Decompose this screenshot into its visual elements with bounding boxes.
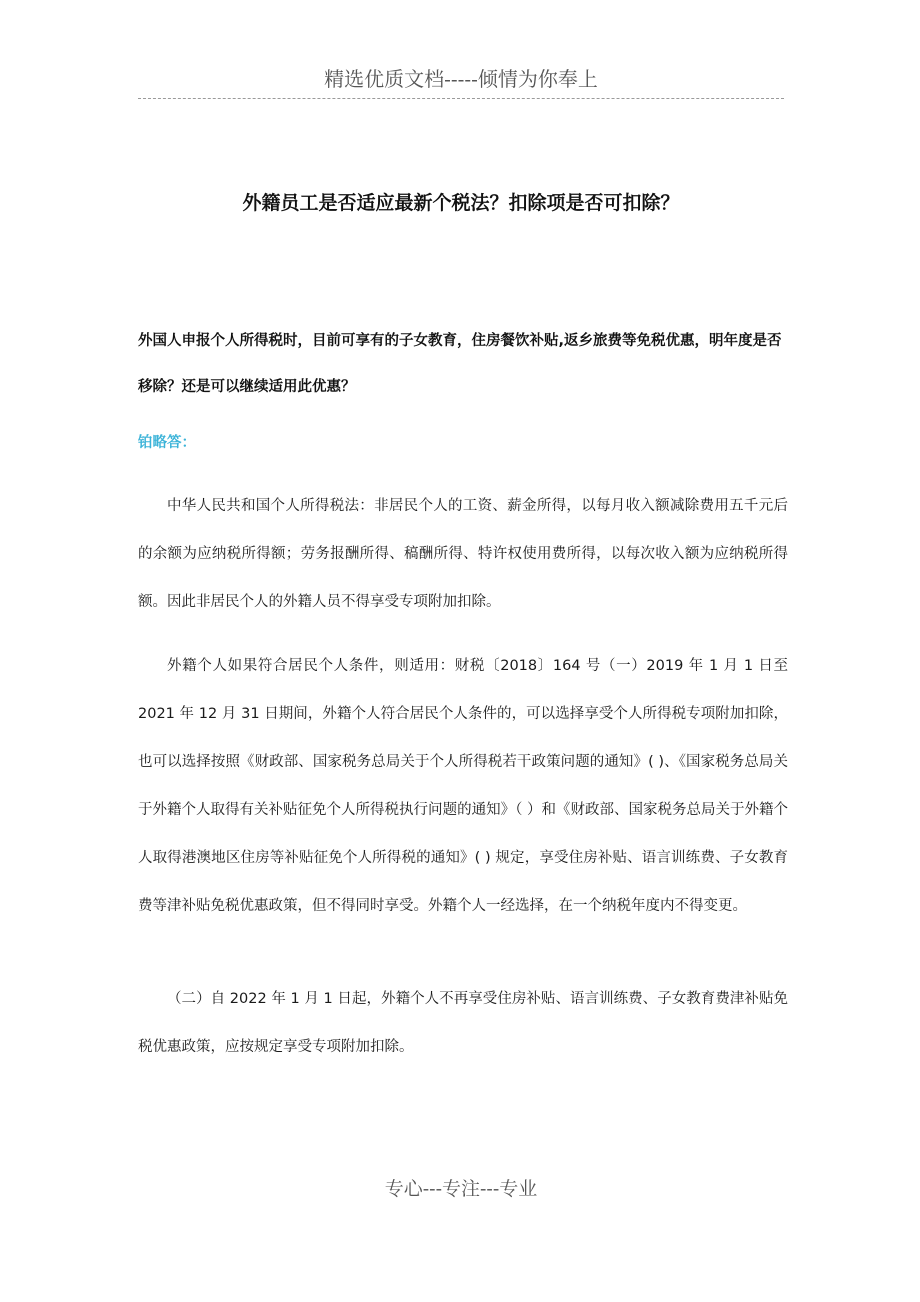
question-text: 外国人申报个人所得税时，目前可享有的子女教育，住房餐饮补贴,返乡旅费等免税优惠，明年度是否移除？还是可以继续适用此优惠？ (138, 333, 782, 395)
article-title: 外籍员工是否适应最新个税法？扣除项是否可扣除？ (242, 192, 680, 214)
answer-label: 铂略答： (138, 435, 196, 451)
header-divider (138, 98, 784, 99)
answer-paragraph: 外籍个人如果符合居民个人条件，则适用：财税〔2018〕164 号（一）2019 年 1 月 1 日至 2021 年 12 月 31 日期间，外籍个人符合居民个人条件的，可以选择享受个人所得税专项附加扣除，也可以选择按照《财政部、国家税务总局关于个人所得税若干政策问题的通知》( )、《国家税务总局关于外籍个人取得有关补贴征免个人所得税执行问题的通知》（ ）和《财政部、国家税务总局关于外籍个人取得港澳地区住房等补贴征免个人所得税的通知》( ) 规定，享受住房补贴、语言训练费、子女教育费等津补贴免税优惠政策，但不得同时享受。外籍个人一经选择，在一个纳税年度内不得变更。 (138, 658, 788, 914)
page-footer: 专心---专注---专业 (384, 1178, 538, 1200)
answer-paragraph: 中华人民共和国个人所得税法：非居民个人的工资、薪金所得，以每月收入额减除费用五千元后的余额为应纳税所得额；劳务报酬所得、稿酬所得、特许权使用费所得，以每次收入额为应纳税所得额。因此非居民个人的外籍人员不得享受专项附加扣除。 (138, 498, 788, 610)
answer-paragraph: （二）自 2022 年 1 月 1 日起，外籍个人不再享受住房补贴、语言训练费、子女教育费津补贴免税优惠政策，应按规定享受专项附加扣除。 (138, 991, 788, 1055)
page-header: 精选优质文档-----倾情为你奉上 (324, 67, 598, 91)
